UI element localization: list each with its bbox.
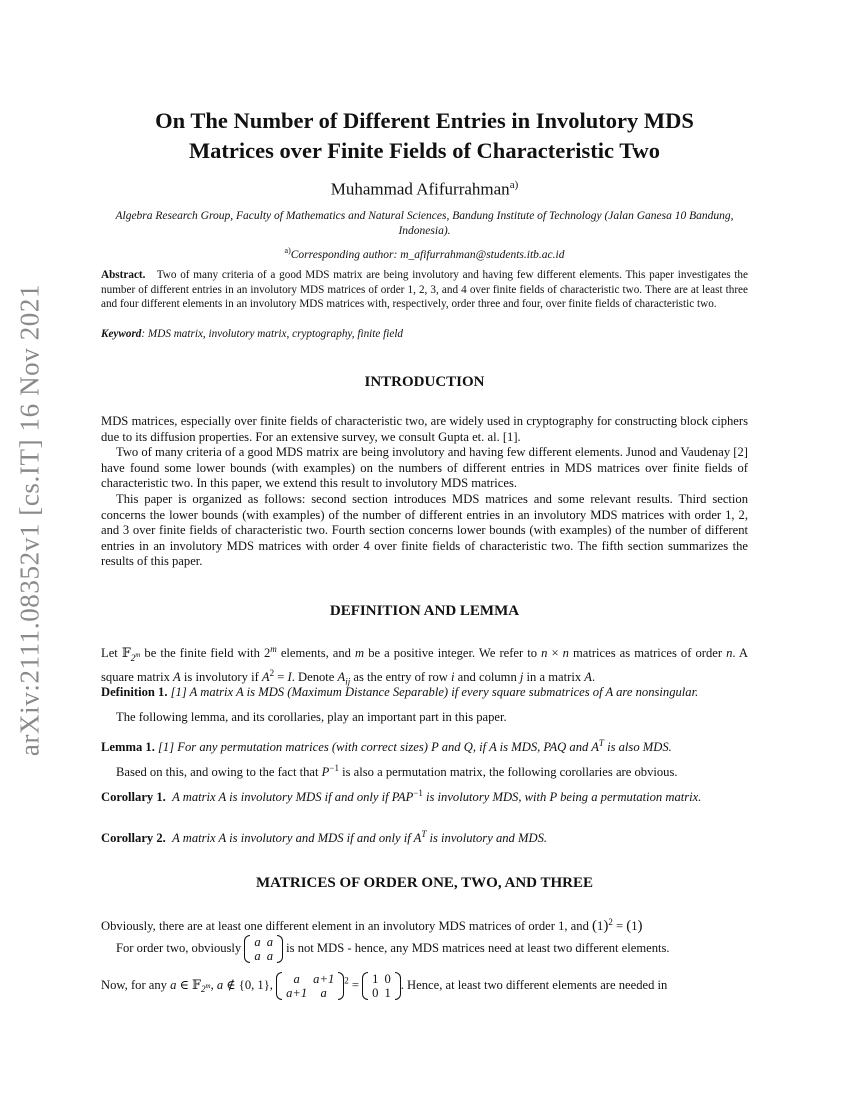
lemma-1-text: [1] For any permutation matrices (with correct sizes) P and Q, if A is MDS, PAQ and A [158,740,599,755]
intro-paragraph-1: MDS matrices, especially over finite fields of characteristic two, are widely used in cryptography for constructing block ciphers due to its diffusion properties. For an extensive survey, we consult Gupta et. al. [1]. [101,414,748,444]
author-superscript: a) [509,179,519,191]
lemma-1-tail: is also MDS. [603,740,672,755]
matrix-a-plus-one: a a+1 a+1 a [276,972,344,1000]
title-line-2: Matrices over Finite Fields of Characteristic Two [188,138,661,163]
author-name [101,179,748,200]
corresponding-text: Corresponding author: m_afifurrahman@students.itb.ac.id [290,248,565,261]
def-p3-b: is also a permutation matrix, the following corollaries are obvious. [338,765,678,780]
keyword-label: Keyword [101,328,142,340]
order-p2-a: For order two, obviously [116,940,245,955]
paper-title [101,106,748,166]
definition-paragraph-3: Based on this, and owing to the fact that $P^{-1}$ is also a permutation matrix, the following corollaries are obvious. [116,763,678,780]
section-heading-order: MATRICES OF ORDER ONE, TWO, AND THREE [256,875,593,891]
corollary-1: Corollary 1. A matrix A is involutory MDS if and only if $PAP^{-1}$ is involutory MDS, with P being a permutation matrix. [101,788,702,805]
def-text-e: matrices as matrices of order [568,646,727,661]
order-paragraph-1: Obviously, there are at least one different element in an involutory MDS matrices of order 1, and $(1)^2 = (1)$ [101,917,643,935]
order-p2-b: is not MDS - hence, any MDS matrices need at least two different elements. [286,940,670,955]
def-text-i: as the entry of row [350,670,451,685]
def-text-c: elements, and [276,646,356,661]
definition-1-label: Definition 1. [101,685,168,699]
corollary-1-text-a: A matrix A is involutory MDS if and only if PAP [172,790,414,805]
lemma-1: Lemma 1. [1] For any permutation matrices (with correct sizes) P and Q, if A is MDS, PAQ and $A^T$ is also MDS. [101,738,672,755]
order-p3-b: . Hence, at least two different elements are needed in [400,977,668,992]
identity-matrix: 1 0 0 1 [362,972,401,1000]
def-text-d: be a positive integer. We refer to [364,646,542,661]
affiliation: Algebra Research Group, Faculty of Mathematics and Natural Sciences, Bandung Institute of Technology (Jalan Ganesa 10 Bandung, Indonesia). [115,210,734,237]
order-p3-a: Now, for any [101,977,171,992]
lemma-1-label: Lemma 1. [101,740,155,755]
title-line-1: On The Number of Different Entries in Involutory MDS [155,108,694,133]
def-p3-a: Based on this, and owing to the fact that [116,765,322,780]
abstract-label: Abstract. [101,269,146,281]
section-heading-definition: DEFINITION AND LEMMA [329,603,520,619]
def-text-h: . Denote [291,670,338,685]
corollary-2-text-a: A matrix A is involutory and MDS if and only if A [172,831,422,846]
corollary-1-text-b: is involutory MDS, with P being a permutation matrix. [422,790,702,805]
def-text-f: . A square matrix [101,646,748,685]
author-text: Muhammad Afifurrahman [330,179,510,199]
order-paragraph-2 [101,935,748,963]
corollary-2: Corollary 2. A matrix A is involutory and MDS if and only if $A^T$ is involutory and MDS. [101,829,548,846]
section-heading-introduction: INTRODUCTION [364,374,485,390]
def-text-j: and column [454,670,520,685]
definition-paragraph-2: The following lemma, and its corollaries, play an important part in this paper. [116,710,507,724]
corresponding-superscript: a) [284,246,291,255]
intro-paragraph-3: This paper is organized as follows: second section introduces MDS matrices and some relevant results. Third section concerns the lower bounds (with examples) of the number of different entries in an involutory MDS matrices with order 1, 2, and 3 over finite fields of characteristic two. Fourth section concerns lower bounds (with examples) of the number of different entries in an involutory MDS matrices with order 4 over finite fields of characteristic two. The fifth section summarizes the results of this paper. [101,492,748,568]
matrix-a-a: a a a a [244,935,283,963]
corollary-1-label: Corollary 1. [101,790,166,805]
keywords [101,328,748,340]
corollary-2-text-b: is involutory and MDS. [426,831,548,846]
def-text-b: be the finite field with 2 [140,646,271,661]
corollary-2-label: Corollary 2. [101,831,166,846]
definition-1-text: [1] A matrix A is MDS (Maximum Distance Separable) if every square submatrices of A are nonsingular. [170,685,699,699]
abstract [101,268,748,312]
order-p1-text: Obviously, there are at least one different element in an involutory MDS matrices of order 1, and [101,919,593,934]
intro-paragraph-2: Two of many criteria of a good MDS matrix are being involutory and having few different elements. Junod and Vaudenay [2] have found some lower bounds (with examples) on the numbers of different entries in MDS matrices over finite fields of characteristic two. In this paper, we extend this result to involutory MDS matrices. [101,445,748,490]
definition-1 [101,685,748,701]
arxiv-stamp [0,260,60,780]
abstract-text: Two of many criteria of a good MDS matrix are being involutory and having few different elements. This paper investigates the number of different entries in an involutory MDS matrices of order 1, 2, 3, and 4 over finite fields of characteristic two. There are at least three and four different elements in an involutory MDS matrices with, respectively, order three and four, over finite fields of characteristic two. [101,269,748,311]
definition-paragraph-1: Let 𝔽$_{2^m}$ be the finite field with 2$^m$ elements, and m be a positive integer. We refer to n × n matrices as matrices of order n. A square matrix A is involutory if $A^2 = I$. Denote $A_{ij}$ as the entry of row i and column j in a matrix A. [101,644,748,687]
def-text-k: in a matrix [523,670,585,685]
def-text-g: is involutory if [180,670,262,685]
field-symbol: 𝔽$_{2^m}$ [121,646,141,663]
corresponding-author [101,246,748,261]
order-paragraph-3: Now, for any a ∈ 𝔽$_{2^m}$, a ∉ {0, 1}, a a+1 a+1 a $^2$ = 1 0 0 1 . Hence, at least two different elements are needed in [101,972,668,1000]
keyword-text: : MDS matrix, involutory matrix, cryptography, finite field [141,328,404,340]
arxiv-identifier[interactable]: arXiv:2111.08352v1 [cs.IT] 16 Nov 2021 [14,283,45,757]
def-text-a: Let [101,646,122,661]
